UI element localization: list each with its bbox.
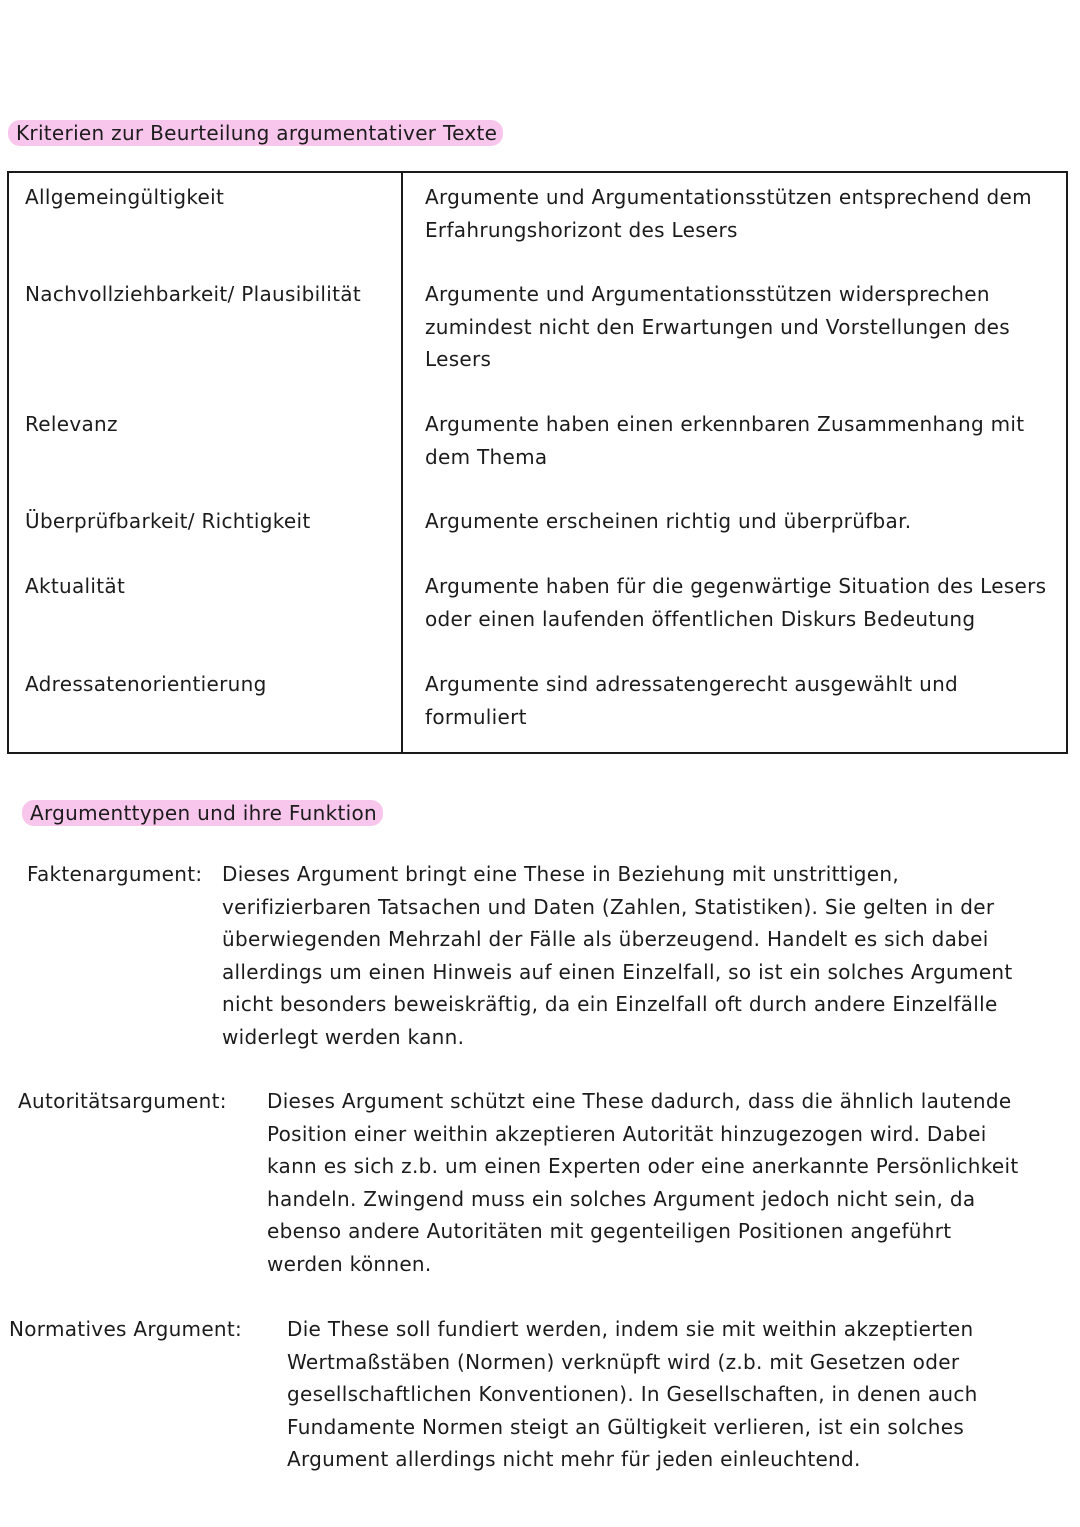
argument-type-label: Autoritätsargument: [18, 1089, 227, 1113]
criteria-table [7, 171, 1068, 754]
table-column-divider [401, 173, 403, 752]
criterion-description: Argumente haben für die gegenwärtige Situation des Lesers oder einen laufenden öffentlichen Diskurs Bedeutung [425, 574, 1047, 631]
criteria-heading: Kriterien zur Beurteilung argumentativer Texte [8, 120, 503, 146]
criterion-description: Argumente sind adressatengerecht ausgewählt und formuliert [425, 672, 959, 729]
criterion-description: Argumente und Argumentationsstützen widersprechen zumindest nicht den Erwartungen und Vorstellungen des Lesers [425, 282, 1010, 371]
criterion-name: Überprüfbarkeit/ Richtigkeit [25, 509, 311, 533]
criterion-name: Aktualität [25, 574, 126, 598]
criterion-name: Adressatenorientierung [25, 672, 267, 696]
argument-type-text: Die These soll fundiert werden, indem sie mit weithin akzeptierten Wertmaßstäben (Normen) verknüpft wird (z.b. mit Gesetzen oder gesellschaftlichen Konventionen). In Gesellschaften, in denen auch Fundamente Normen steigt an Gültigkeit verlieren, ist ein solches Argument allerdings nicht mehr für jeden einleuchtend. [287, 1317, 978, 1471]
criterion-name: Relevanz [25, 412, 118, 436]
argument-type-text: Dieses Argument bringt eine These in Beziehung mit unstrittigen, verifizierbaren Tatsachen und Daten (Zahlen, Statistiken). Sie gelten in der überwiegenden Mehrzahl der Fälle als überzeugend. Handelt es sich dabei allerdings um einen Hinweis auf einen Einzelfall, so ist ein solches Argument nicht besonders beweiskräftig, da ein Einzelfall oft durch andere Einzelfälle widerlegt werden kann. [222, 862, 1013, 1049]
criterion-name: Allgemeingültigkeit [25, 185, 225, 209]
criterion-description: Argumente haben einen erkennbaren Zusammenhang mit dem Thema [425, 412, 1025, 469]
criterion-description: Argumente und Argumentationsstützen entsprechend dem Erfahrungshorizont des Lesers [425, 185, 1032, 242]
argument-type-label: Faktenargument: [27, 862, 203, 886]
argument-type-label: Normatives Argument: [9, 1317, 243, 1341]
argument-type-text: Dieses Argument schützt eine These dadurch, dass die ähnlich lautende Position einer weithin akzeptieren Autorität hinzugezogen wird. Dabei kann es sich z.b. um einen Experten oder eine anerkannte Persönlichkeit handeln. Zwingend muss ein solches Argument jedoch nicht sein, da ebenso andere Autoritäten mit gegenteiligen Positionen angeführt werden können. [267, 1089, 1019, 1276]
criterion-name: Nachvollziehbarkeit/ Plausibilität [25, 282, 361, 306]
criterion-description: Argumente erscheinen richtig und überprüfbar. [425, 509, 912, 533]
argument-types-heading: Argumenttypen und ihre Funktion [22, 800, 383, 826]
